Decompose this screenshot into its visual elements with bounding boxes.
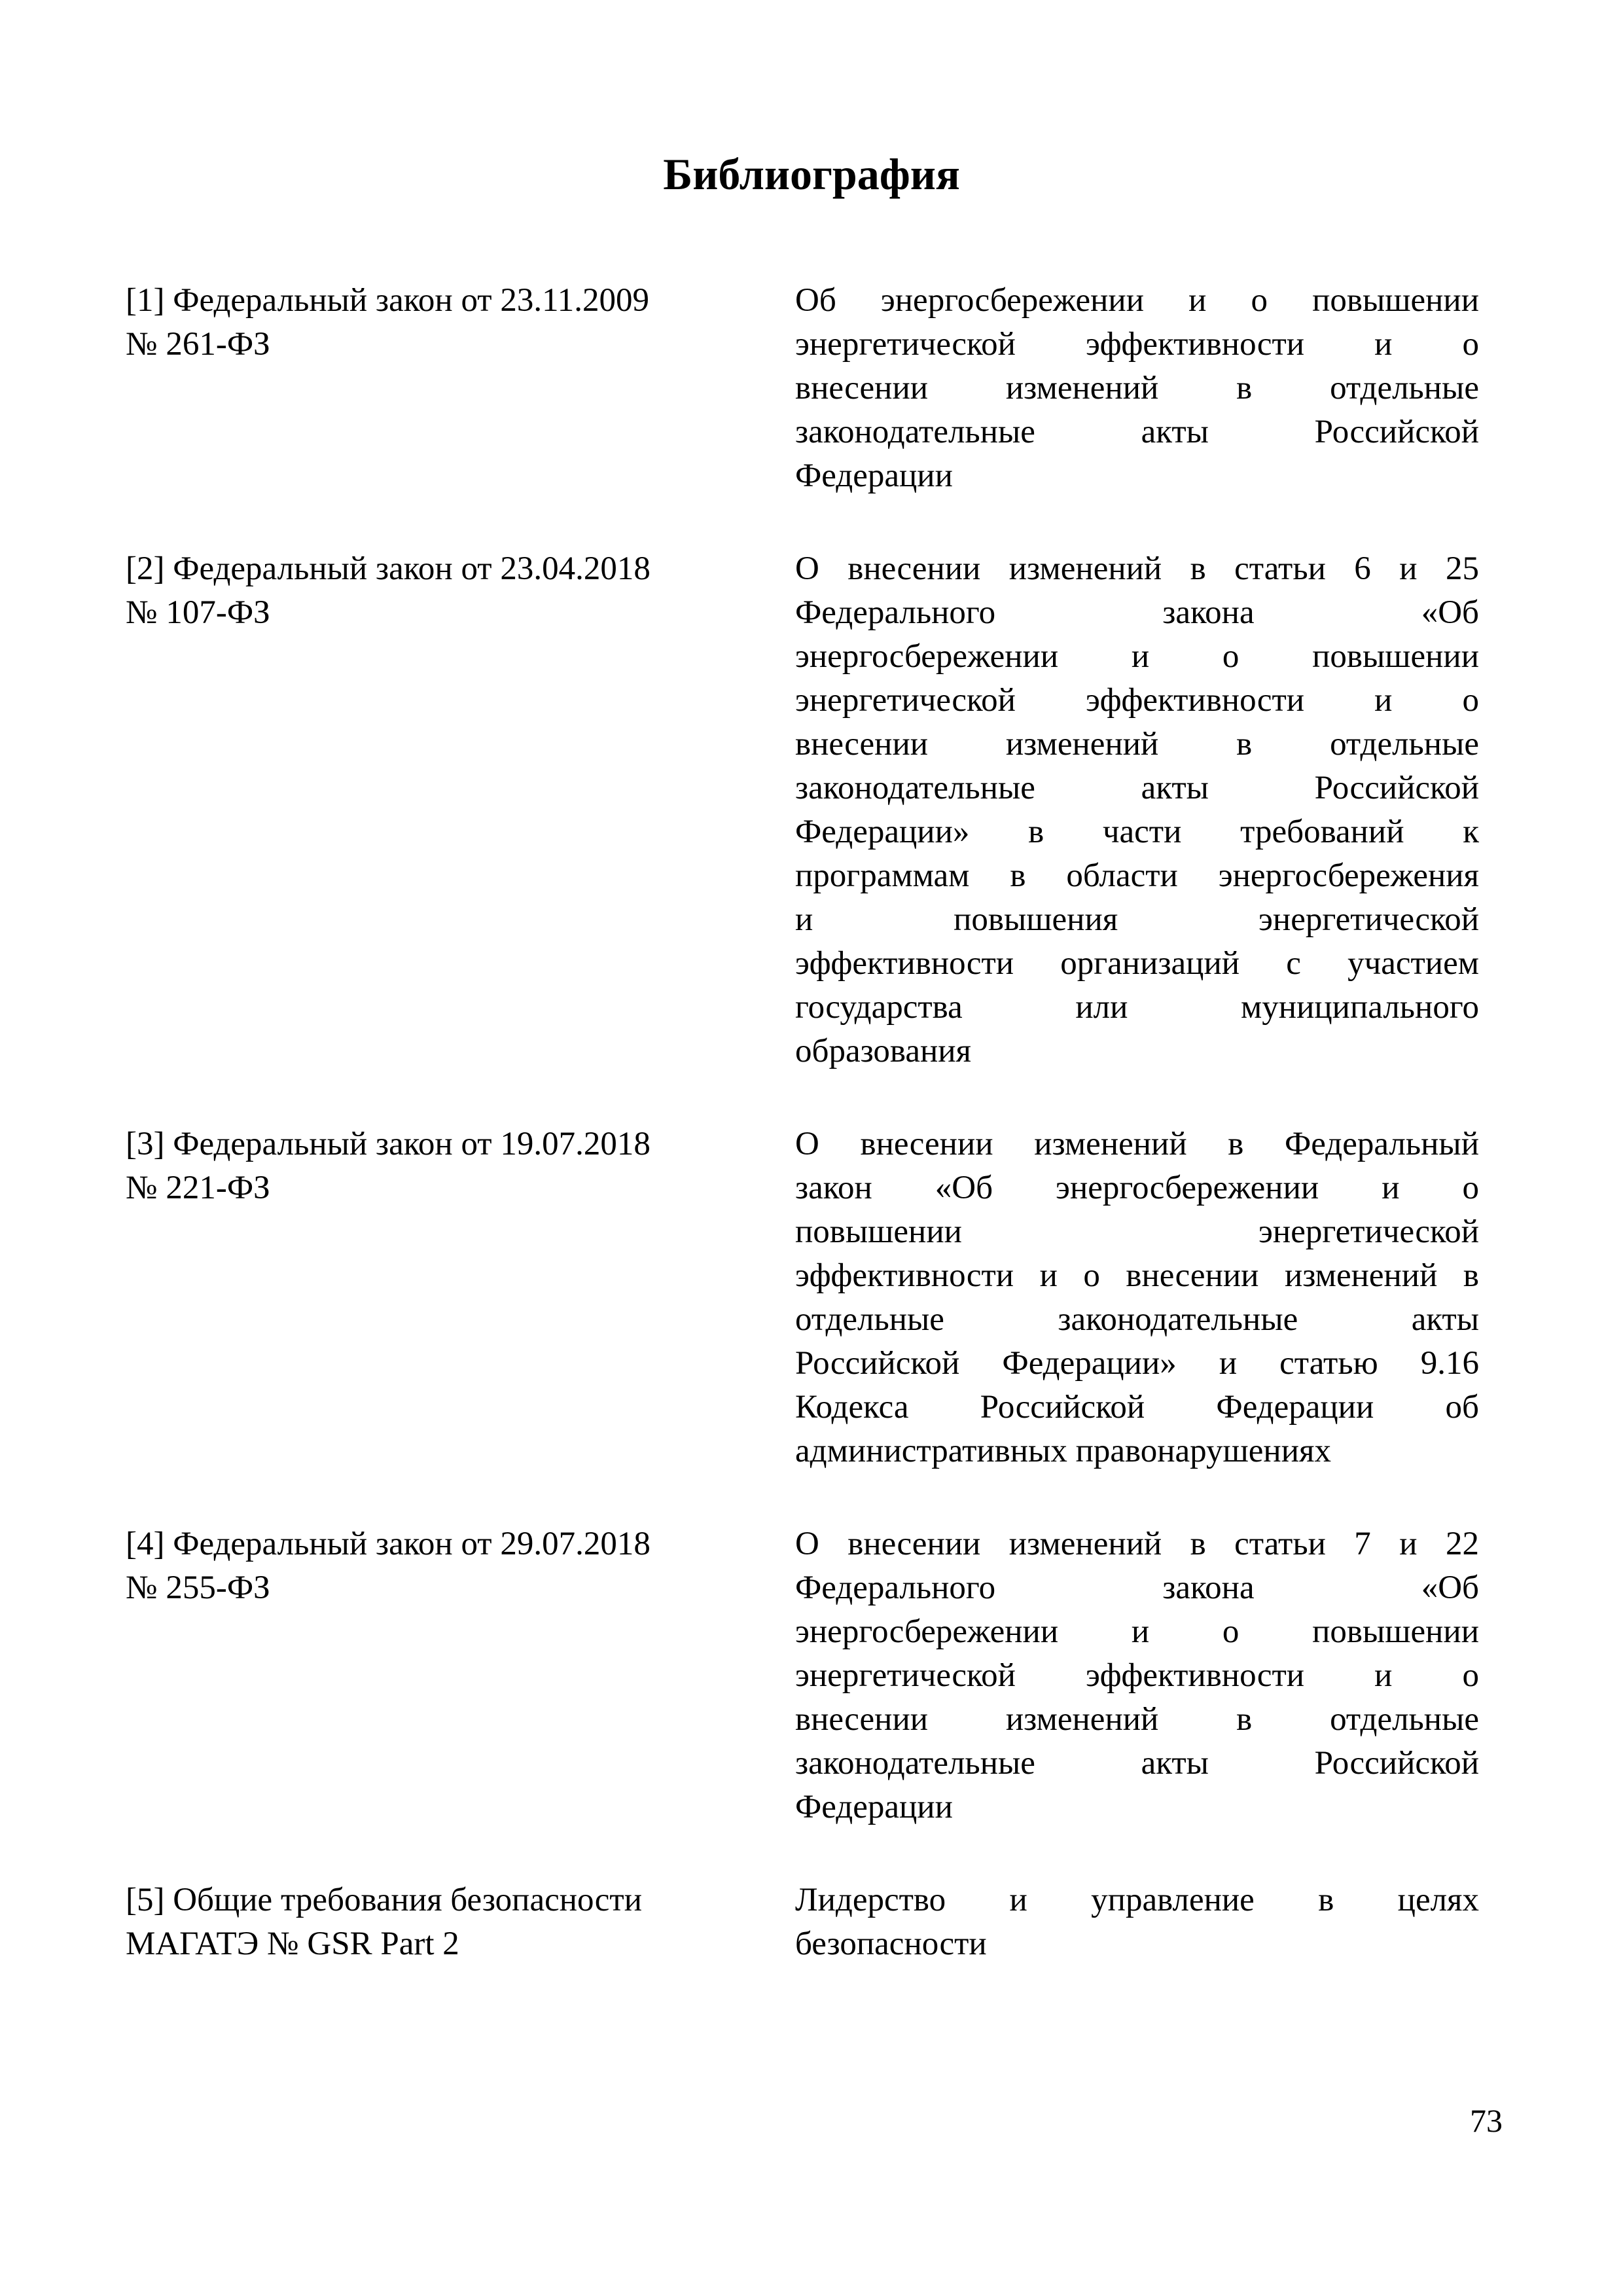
reference-description-line: безопасности [795, 1926, 987, 1962]
reference-id-line: [2] Федеральный закон от 23.04.2018 [126, 550, 651, 587]
reference-id [126, 279, 774, 367]
reference-description [795, 1522, 1479, 1829]
page-title: Библиография [663, 149, 960, 199]
reference-description-line: внесении изменений в отдельные [795, 1701, 1479, 1738]
reference-description-line: закон «Об энергосбережении и о [795, 1170, 1479, 1206]
reference-description-line: программам в области энергосбережения [795, 857, 1479, 894]
reference-description-line: Лидерство и управление в целях [795, 1882, 1479, 1918]
reference-description-line: О внесении изменений в статьи 7 и 22 [795, 1526, 1479, 1562]
reference-description-line: Федерации [795, 457, 953, 494]
reference-id-line: № 221-ФЗ [126, 1170, 270, 1206]
reference-description [795, 547, 1479, 1073]
reference-description-line: и повышения энергетической [795, 901, 1479, 938]
reference-id [126, 547, 774, 635]
reference-description-line: Федерации [795, 1789, 953, 1825]
bibliography-entry [126, 1522, 1479, 1829]
reference-description-line: законодательные акты Российской [795, 770, 1479, 806]
reference-description-line: Федерального закона «Об [795, 594, 1479, 631]
reference-description-line: эффективности организаций с участием [795, 945, 1479, 982]
reference-description-line: административных правонарушениях [795, 1433, 1331, 1469]
reference-description [795, 1878, 1479, 1966]
reference-id [126, 1522, 774, 1610]
reference-description-line: энергетической эффективности и о [795, 1657, 1479, 1694]
reference-description-line: О внесении изменений в статьи 6 и 25 [795, 550, 1479, 587]
reference-description-line: Федерального закона «Об [795, 1570, 1479, 1606]
page-number: 73 [1470, 2102, 1503, 2139]
reference-id [126, 1878, 774, 1966]
reference-description-line: законодательные акты Российской [795, 414, 1479, 450]
reference-description-line: внесении изменений в отдельные [795, 370, 1479, 406]
reference-description [795, 1122, 1479, 1473]
reference-description-line: Российской Федерации» и статью 9.16 [795, 1345, 1479, 1382]
reference-id-line: [3] Федеральный закон от 19.07.2018 [126, 1126, 651, 1162]
reference-description-line: эффективности и о внесении изменений в [795, 1257, 1479, 1294]
reference-description [795, 279, 1479, 498]
reference-description-line: Об энергосбережении и о повышении [795, 282, 1479, 319]
reference-description-line: энергосбережении и о повышении [795, 1613, 1479, 1650]
reference-description-line: Кодекса Российской Федерации об [795, 1389, 1479, 1426]
reference-description-line: энергетической эффективности и о [795, 682, 1479, 719]
reference-description-line: энергетической эффективности и о [795, 326, 1479, 363]
reference-description-line: государства или муниципального [795, 989, 1479, 1026]
reference-description-line: внесении изменений в отдельные [795, 726, 1479, 762]
reference-id [126, 1122, 774, 1210]
reference-id-line: № 261-ФЗ [126, 326, 270, 363]
reference-description-line: повышении энергетической [795, 1213, 1479, 1250]
reference-description-line: отдельные законодательные акты [795, 1301, 1479, 1338]
reference-description-line: законодательные акты Российской [795, 1745, 1479, 1782]
bibliography-list [126, 279, 1479, 2015]
reference-id-line: МАГАТЭ № GSR Part 2 [126, 1926, 459, 1962]
bibliography-entry [126, 547, 1479, 1073]
bibliography-entry [126, 1122, 1479, 1473]
reference-id-line: № 255-ФЗ [126, 1570, 270, 1606]
reference-description-line: О внесении изменений в Федеральный [795, 1126, 1479, 1162]
reference-description-line: образования [795, 1033, 972, 1069]
reference-id-line: [4] Федеральный закон от 29.07.2018 [126, 1526, 651, 1562]
reference-id-line: [5] Общие требования безопасности [126, 1882, 643, 1918]
bibliography-entry [126, 1878, 1479, 1966]
reference-description-line: Федерации» в части требований к [795, 814, 1479, 850]
reference-description-line: энергосбережении и о повышении [795, 638, 1479, 675]
reference-id-line: [1] Федеральный закон от 23.11.2009 [126, 282, 649, 319]
reference-id-line: № 107-ФЗ [126, 594, 270, 631]
bibliography-entry [126, 279, 1479, 498]
